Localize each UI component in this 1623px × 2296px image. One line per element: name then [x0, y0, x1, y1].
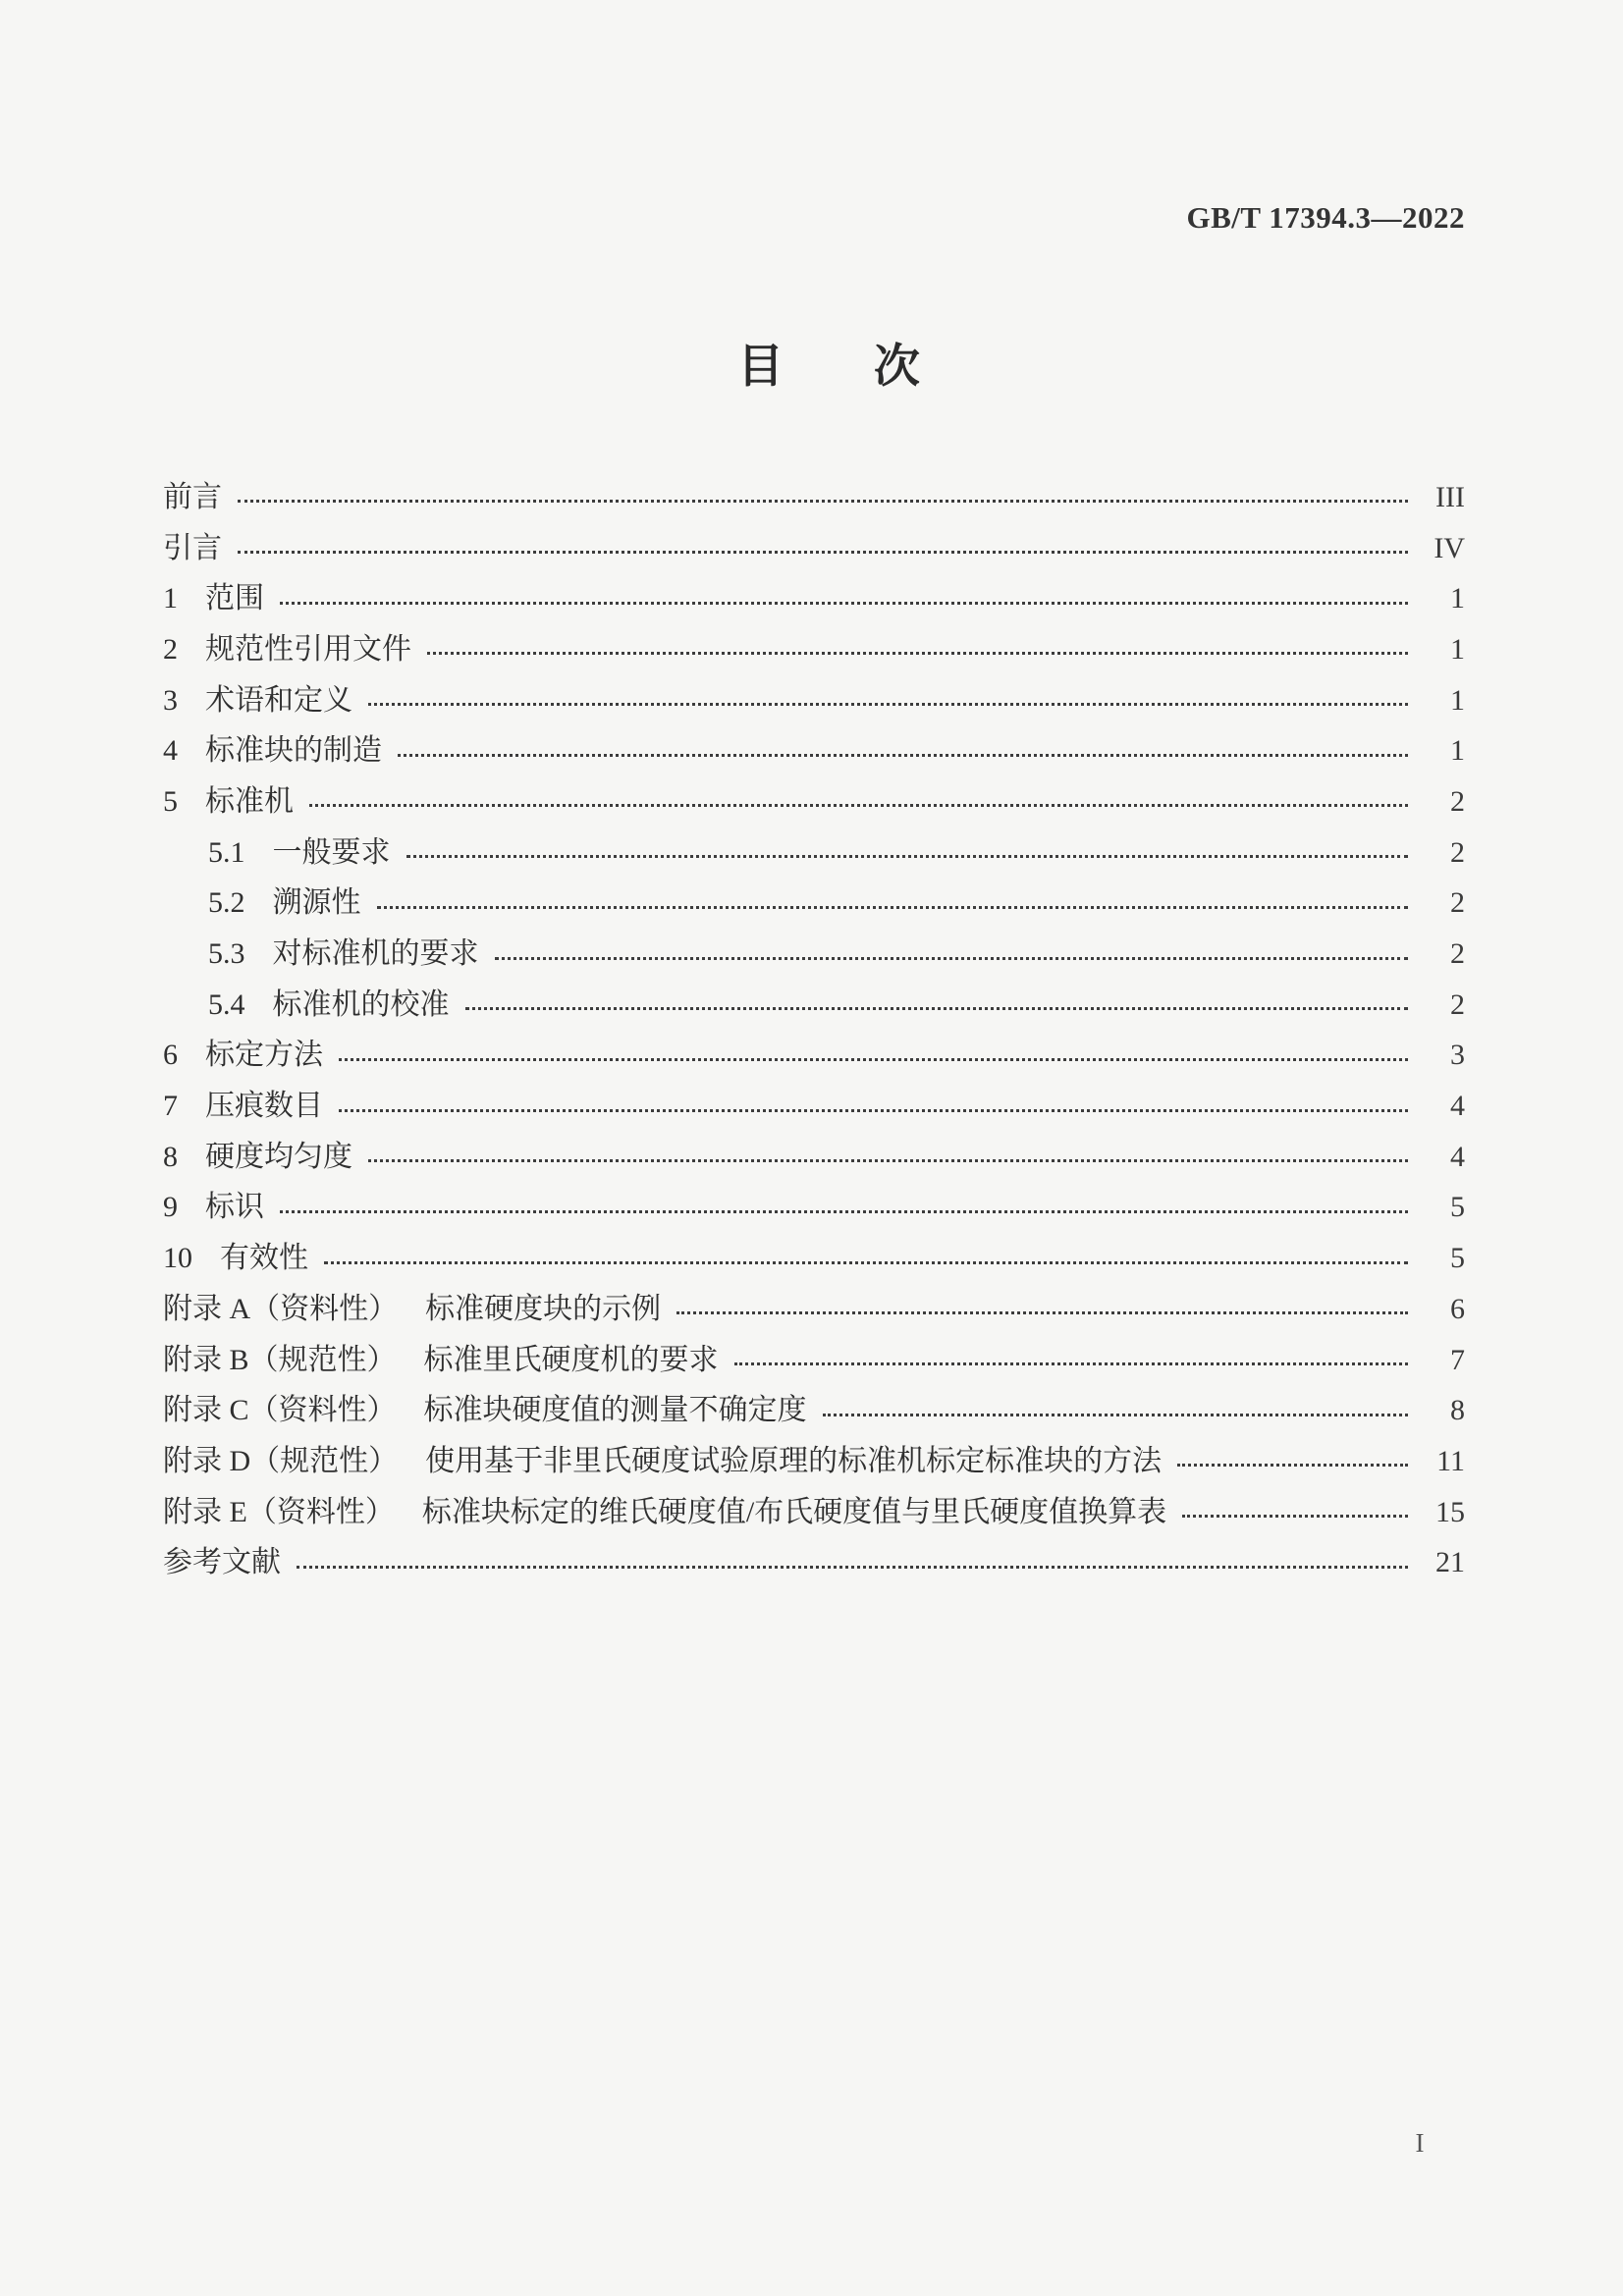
toc-entry — [163, 1487, 1465, 1538]
toc-entry-label: 前言 — [163, 480, 222, 513]
toc-entry-label: 标准机 — [205, 784, 294, 818]
dot-leader — [398, 754, 1408, 757]
toc-entry-number: 6 — [163, 1039, 178, 1072]
dot-leader — [339, 1058, 1408, 1061]
toc-entry-number: 5.2 — [208, 886, 245, 920]
toc-entry-page: 11 — [1436, 1444, 1465, 1477]
dot-leader — [823, 1414, 1408, 1416]
dot-leader — [238, 500, 1408, 503]
dot-leader — [1182, 1515, 1408, 1518]
toc-entry-number: 5.1 — [208, 835, 245, 869]
standard-number-header: GB/T 17394.3—2022 — [1186, 200, 1465, 235]
dot-leader — [324, 1261, 1408, 1264]
toc-entry — [163, 624, 1465, 675]
dot-leader — [427, 652, 1408, 655]
dot-leader — [368, 703, 1408, 706]
page-title — [179, 330, 1479, 396]
dot-leader — [368, 1159, 1408, 1162]
footer-page-number: I — [1415, 2128, 1425, 2158]
toc-entry-number: 7 — [163, 1090, 178, 1123]
toc-entry-label: 标准里氏硬度机的要求 — [423, 1343, 719, 1376]
toc-entry-label: 引言 — [163, 531, 222, 564]
toc-entry — [163, 573, 1465, 624]
toc-entry-page: 4 — [1450, 1140, 1465, 1173]
toc-entry-number: 10 — [163, 1242, 192, 1275]
toc-entry-label: 标准硬度块的示例 — [425, 1292, 662, 1325]
toc-entry-page: 1 — [1450, 734, 1465, 768]
toc-entry-page: 2 — [1450, 886, 1465, 920]
dot-leader — [309, 804, 1408, 807]
toc-entry — [163, 1284, 1465, 1335]
toc-entry — [163, 1233, 1465, 1284]
dot-leader — [280, 602, 1408, 605]
toc-entry — [163, 523, 1465, 574]
toc-entry-page: 7 — [1450, 1343, 1465, 1376]
dot-leader — [377, 906, 1409, 909]
toc-entry — [163, 980, 1465, 1031]
toc-entry — [163, 1132, 1465, 1183]
toc-entry-page: 2 — [1450, 784, 1465, 818]
toc-entry-page: 5 — [1450, 1191, 1465, 1224]
toc-entry-label: 标定方法 — [205, 1039, 323, 1072]
toc-entry-label: 对标准机的要求 — [272, 937, 479, 971]
toc-entry-page: 1 — [1450, 632, 1465, 666]
toc-entry-page: 5 — [1450, 1242, 1465, 1275]
toc-entry-label: 使用基于非里氏硬度试验原理的标准机标定标准块的方法 — [425, 1444, 1163, 1477]
toc-entry-page: 15 — [1435, 1495, 1465, 1528]
toc-entry-number: 附录 A（资料性） — [163, 1292, 399, 1325]
toc-entry-number: 3 — [163, 683, 178, 717]
toc-entry-label: 标准块标定的维氏硬度值/布氏硬度值与里氏硬度值换算表 — [421, 1495, 1167, 1528]
toc-entry-label: 标准块硬度值的测量不确定度 — [423, 1394, 807, 1427]
dot-leader — [676, 1311, 1408, 1314]
toc-entry-label: 硬度均匀度 — [205, 1140, 352, 1173]
toc-entry-page: 2 — [1450, 937, 1465, 971]
toc-entry-label: 参考文献 — [163, 1546, 281, 1579]
toc-entry-label: 术语和定义 — [205, 683, 352, 717]
toc-entry — [163, 776, 1465, 828]
toc-entry-number: 9 — [163, 1191, 178, 1224]
toc-entry-page: 1 — [1450, 582, 1465, 615]
table-of-contents — [163, 472, 1465, 1588]
toc-entry — [163, 1335, 1465, 1386]
toc-entry-label: 标准块的制造 — [205, 734, 382, 768]
toc-entry — [163, 1537, 1465, 1588]
title-char-ci: 次 — [873, 342, 920, 393]
toc-entry-label: 一般要求 — [272, 835, 391, 869]
toc-entry-label: 有效性 — [220, 1242, 308, 1275]
toc-entry-page: IV — [1434, 531, 1465, 564]
toc-entry — [163, 1385, 1465, 1436]
toc-entry-label: 标准机的校准 — [272, 988, 450, 1021]
toc-entry-page: 3 — [1450, 1039, 1465, 1072]
toc-entry — [163, 828, 1465, 879]
toc-entry-label: 压痕数目 — [205, 1090, 323, 1123]
toc-entry-page: 8 — [1450, 1394, 1465, 1427]
toc-entry-label: 范围 — [205, 582, 264, 615]
toc-entry — [163, 879, 1465, 930]
dot-leader — [495, 957, 1409, 960]
dot-leader — [339, 1109, 1408, 1112]
toc-entry-label: 溯源性 — [272, 886, 361, 920]
toc-entry-page: 1 — [1450, 683, 1465, 717]
toc-entry-number: 附录 B（规范性） — [163, 1343, 397, 1376]
title-char-mu: 目 — [737, 342, 784, 393]
toc-entry — [163, 1183, 1465, 1234]
dot-leader — [406, 855, 1409, 858]
toc-entry-page: 2 — [1450, 988, 1465, 1021]
dot-leader — [1177, 1464, 1408, 1467]
toc-entry-number: 8 — [163, 1140, 178, 1173]
toc-entry-page: III — [1435, 480, 1465, 513]
toc-entry — [163, 1436, 1465, 1487]
toc-entry — [163, 725, 1465, 776]
toc-entry-number: 2 — [163, 632, 178, 666]
dot-leader — [297, 1566, 1408, 1569]
toc-entry-label: 规范性引用文件 — [205, 632, 411, 666]
toc-entry-number: 5.4 — [208, 988, 245, 1021]
toc-entry-number: 5 — [163, 784, 178, 818]
toc-entry-page: 2 — [1450, 835, 1465, 869]
toc-entry — [163, 675, 1465, 726]
toc-entry-number: 5.3 — [208, 937, 245, 971]
toc-entry-page: 21 — [1435, 1546, 1465, 1579]
toc-entry-number: 附录 C（资料性） — [163, 1394, 397, 1427]
toc-entry-number: 附录 E（资料性） — [163, 1495, 395, 1528]
toc-entry-number: 4 — [163, 734, 178, 768]
toc-entry-page: 6 — [1450, 1292, 1465, 1325]
dot-leader — [238, 551, 1408, 554]
toc-entry — [163, 472, 1465, 523]
toc-entry-number: 附录 D（规范性） — [163, 1444, 399, 1477]
toc-entry — [163, 1031, 1465, 1082]
dot-leader — [734, 1362, 1408, 1365]
toc-entry — [163, 1081, 1465, 1132]
dot-leader — [280, 1210, 1408, 1213]
toc-entry-label: 标识 — [205, 1191, 264, 1224]
toc-entry-number: 1 — [163, 582, 178, 615]
toc-entry — [163, 929, 1465, 980]
dot-leader — [465, 1007, 1409, 1010]
toc-entry-page: 4 — [1450, 1090, 1465, 1123]
